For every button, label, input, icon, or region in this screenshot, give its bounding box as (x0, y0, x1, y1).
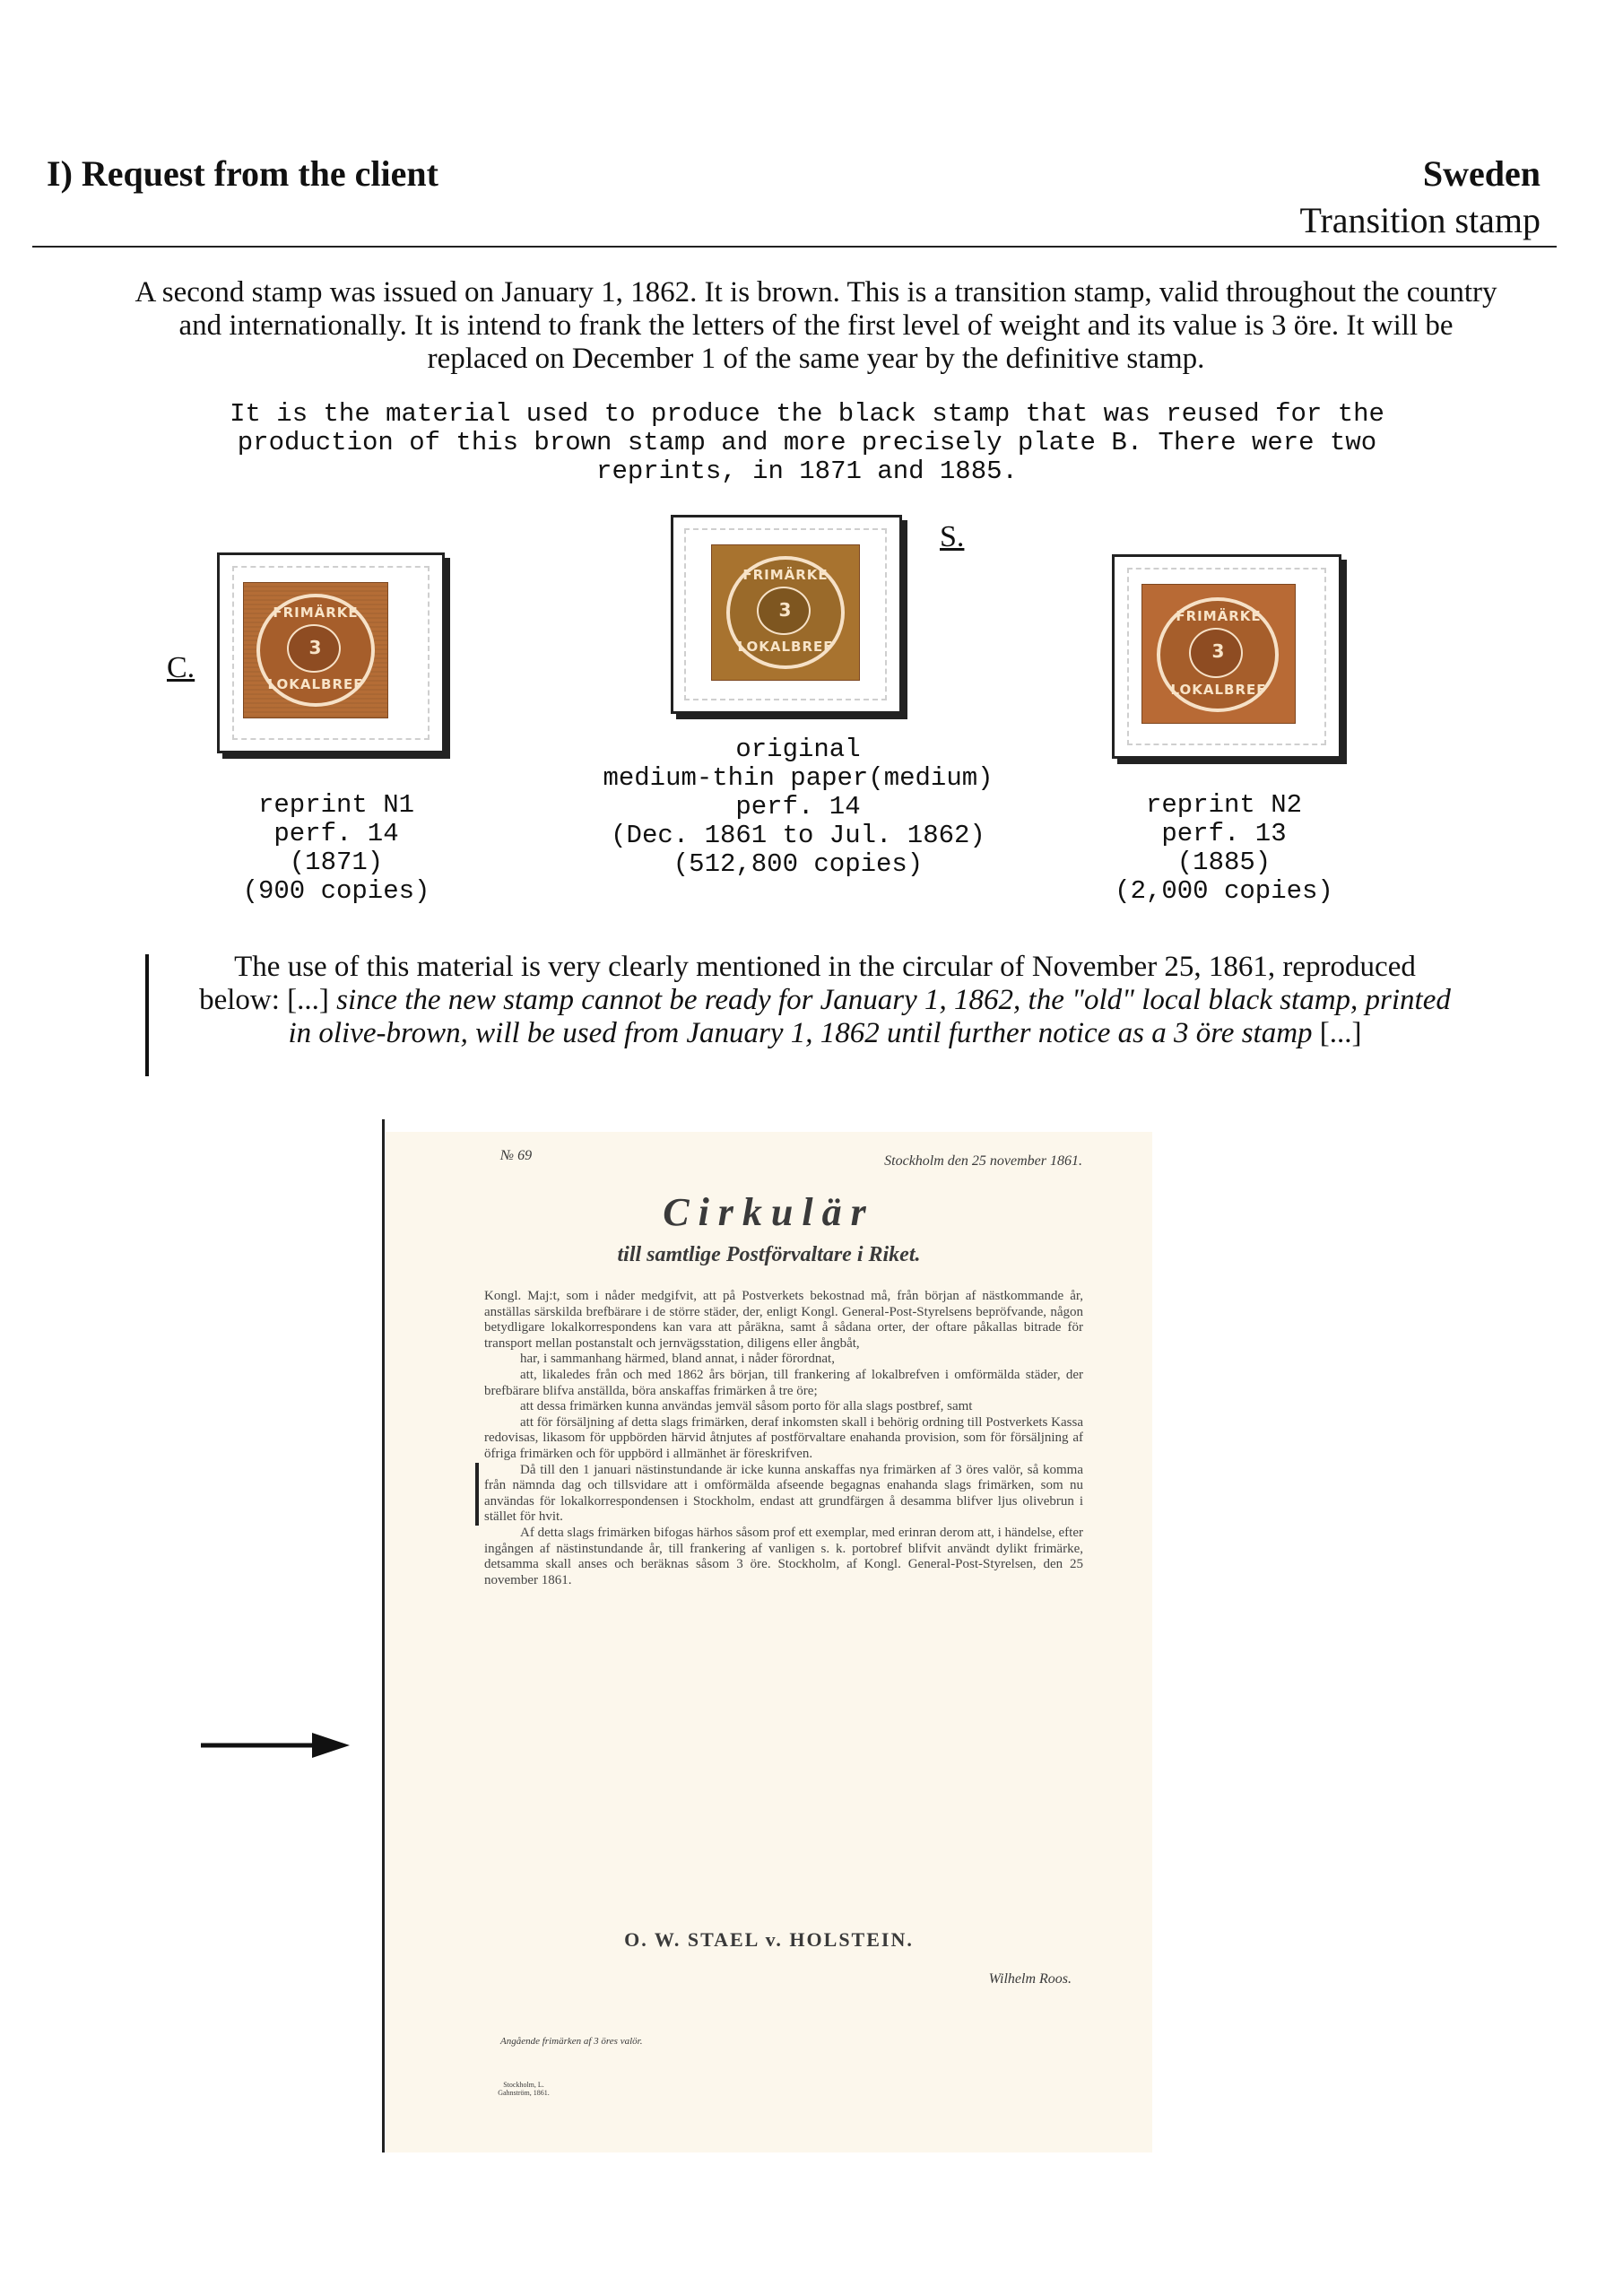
page-subtitle: Transition stamp (1299, 200, 1541, 240)
stamp-top-text: FRIMÄRKE (273, 604, 359, 621)
stamp-value: 3 (1211, 640, 1226, 662)
circular-subtitle: till samtlige Postförvaltare i Riket. (617, 1243, 921, 1266)
stamp-caption-original: original medium-thin paper(medium) perf. 14 (Dec. 1861 to Jul. 1862) (512,800 copies) (603, 735, 994, 879)
circular-date: Stockholm den 25 november 1861. (884, 1153, 1082, 1169)
circular-number: № 69 (500, 1148, 533, 1163)
stamp-top-text: FRIMÄRKE (1176, 608, 1262, 624)
circular-title: Cirkulär (663, 1190, 875, 1234)
stamp-caption-reprint-n1: reprint N1 perf. 14 (1871) (900 copies) (242, 790, 430, 906)
intro-paragraph: A second stamp was issued on January 1, 1862. It is brown. This is a transition stamp, valid throughout the country and internationally. It is intend to frank the letters of the first level of weight and its value is 3 öre. It will be replaced on December 1 of the same year by the definitive stamp. (135, 276, 1497, 375)
circular-paragraph: att för försäljning af detta slags frimärken, deraf inkomsten skall i behörig ordning till Postverkets Kassa redovisas, likasom för uppbörden härvid åtnjutes af postförvaltare enahanda provision, som för försäljning af öfriga frimärken och för uppbörd i allmänhet är föreskrifven. (484, 1414, 1083, 1461)
stamp-bottom-text: LOKALBREF (267, 676, 364, 692)
circular-quote: The use of this material is very clearly mentioned in the circular of November 25, 1861, reproduced below: [...] since the new stamp cannot be ready for January 1, 1862, the "old" local black stamp, printed in olive-brown, will be used from January 1, 1862 until further notice as a 3 öre stamp [...] (199, 951, 1451, 1049)
circular-document (386, 1132, 1152, 2152)
country-title: Sweden (1422, 153, 1541, 194)
circular-paragraph: att dessa frimärken kunna användas jemväl såsom porto för alla slags postbref, samt (520, 1399, 973, 1414)
circular-countersign: Wilhelm Roos. (988, 1971, 1072, 1987)
quote-bar (145, 954, 149, 1076)
circular-paragraph: att, likaledes från och med 1862 års början, till frankering af lokalbrefven i omförmälda städer, der brefbärare blifva anställda, böra anskaffas frimärken å tre öre; (484, 1367, 1083, 1398)
stamp-image-reprint-n2 (1112, 554, 1341, 759)
circular-paragraph: Kongl. Maj:t, som i nåder medgifvit, att på Postverkets bekostnad må, från början af nästkommande år, anställas särskilda brefbärare i de större städer, der, enligt Kongl. General-Post-Styrelsens bepröfvande, någon betydligare lokalkorrespondens kan vara att påräkna, samt å sådana orter, der oftare påkallas bitrade för transport mellan postanstalt och jernvägsstation, diligens eller ångbåt, (484, 1289, 1083, 1351)
stamp-value: 3 (308, 637, 323, 658)
stamp-image-reprint-n1 (217, 552, 445, 753)
stamp-image-original (671, 515, 902, 714)
section-title: I) Request from the client (47, 153, 438, 194)
stamp-value: 3 (778, 599, 793, 621)
right-arrow-icon (199, 1727, 352, 1763)
stamp-mark-s: S. (940, 520, 965, 553)
circular-printer: Stockholm, L. Gahnström, 1861. (498, 2081, 550, 2097)
document-left-rule (382, 1119, 385, 2152)
intro-note: It is the material used to produce the black stamp that was reused for the production of this brown stamp and more precisely plate B. There were two reprints, in 1871 and 1885. (230, 399, 1384, 486)
circular-paragraph: har, i sammanhang härmed, bland annat, i nåder förordnat, (520, 1352, 835, 1367)
circular-paragraph: Af detta slags frimärken bifogas härhos såsom prof ett exemplar, med erinran derom att, i händelse, efter ingången af nästinstundande år, till frankering af vanligen s. k. portobref blifvit användt dylikt frimärke, detsamma skall anses och beräknas såsom 3 öre. Stockholm, af Kongl. General-Post-Styrelsen, den 25 november 1861. (484, 1525, 1083, 1587)
stamp-caption-reprint-n2: reprint N2 perf. 13 (1885) (2,000 copies) (1115, 790, 1333, 906)
stamp-bottom-text: LOKALBREF (1170, 682, 1267, 698)
stamp-bottom-text: LOKALBREF (737, 639, 834, 655)
circular-body (484, 1289, 1083, 1588)
circular-signature: O. W. STAEL v. HOLSTEIN. (624, 1928, 914, 1951)
circular-paragraph-highlighted: Då till den 1 januari nästinstundande är icke kunna anskaffas nya frimärken af 3 öres valör, så komma från nämnda dag och tillsvidare att i omförmälda afseende begagnas enahanda slags frimärken, som nu användas för lokalkorrespondensen i Stockholm, endast att grundfärgen å desamma blifver ljus olivebrun i stället för hvit. (475, 1463, 1083, 1526)
stamp-mark-c: C. (167, 651, 195, 684)
circular-footnote: Angående frimärken af 3 öres valör. (500, 2036, 643, 2047)
header-divider (32, 246, 1557, 248)
stamp-top-text: FRIMÄRKE (742, 567, 829, 583)
